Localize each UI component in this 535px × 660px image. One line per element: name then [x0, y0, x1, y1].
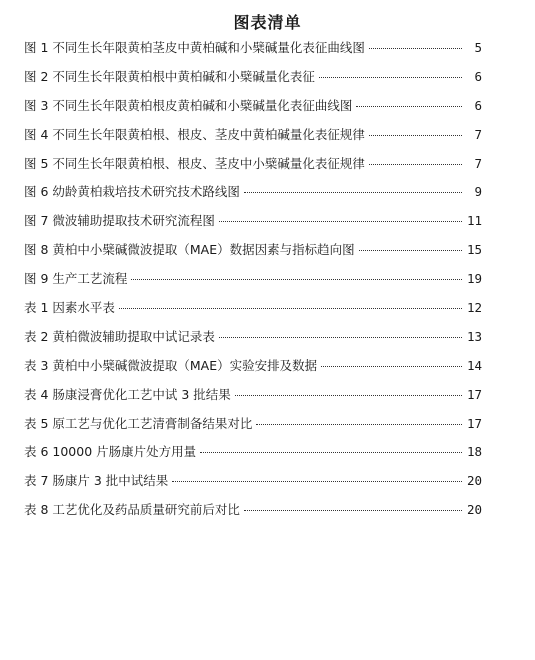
dot-leader — [369, 164, 462, 165]
toc-entry[interactable] — [24, 385, 482, 414]
dot-leader — [244, 192, 462, 193]
toc-entry[interactable] — [24, 500, 482, 529]
dot-leader — [321, 366, 462, 367]
toc-entry[interactable] — [24, 240, 482, 269]
toc-entry-label: 表 8 工艺优化及药品质量研究前后对比 — [24, 502, 240, 518]
dot-leader — [131, 279, 462, 280]
toc-entry-label: 图 5 不同生长年限黄柏根、根皮、茎皮中小檗碱量化表征规律 — [24, 155, 365, 171]
toc-entry-label: 图 8 黄柏中小檗碱微波提取（MAE）数据因素与指标趋向图 — [24, 242, 355, 258]
toc-entry-page-number: 6 — [474, 68, 482, 84]
toc-entry[interactable] — [24, 38, 482, 67]
dot-leader — [359, 250, 462, 251]
figure-table-list — [24, 38, 482, 529]
toc-entry[interactable] — [24, 414, 482, 443]
toc-entry-page-number: 11 — [466, 213, 482, 229]
page-title: 图表清单 — [233, 13, 302, 32]
toc-entry-page-number: 17 — [466, 415, 482, 431]
toc-entry[interactable] — [24, 96, 482, 125]
toc-entry-label: 表 1 因素水平表 — [24, 300, 115, 316]
toc-entry-page-number: 12 — [466, 300, 482, 316]
toc-entry-page-number: 20 — [466, 502, 482, 518]
dot-leader — [172, 481, 462, 482]
toc-entry-page-number: 6 — [474, 97, 482, 113]
dot-leader — [369, 48, 462, 49]
toc-entry-label: 图 3 不同生长年限黄柏根皮黄柏碱和小檗碱量化表征曲线图 — [24, 97, 353, 113]
toc-entry[interactable] — [24, 442, 482, 471]
toc-entry-page-number: 13 — [466, 328, 482, 344]
toc-entry-label: 图 2 不同生长年限黄柏根中黄柏碱和小檗碱量化表征 — [24, 68, 315, 84]
toc-entry[interactable] — [24, 125, 482, 154]
toc-entry-page-number: 18 — [466, 444, 482, 460]
dot-leader — [200, 452, 462, 453]
dot-leader — [119, 308, 462, 309]
toc-entry-page-number: 19 — [466, 271, 482, 287]
dot-leader — [369, 135, 462, 136]
dot-leader — [319, 77, 462, 78]
toc-entry[interactable] — [24, 327, 482, 356]
toc-entry[interactable] — [24, 67, 482, 96]
toc-entry-label: 图 4 不同生长年限黄柏根、根皮、茎皮中黄柏碱量化表征规律 — [24, 126, 365, 142]
toc-entry-label: 表 3 黄柏中小檗碱微波提取（MAE）实验安排及数据 — [24, 357, 318, 373]
toc-entry-page-number: 15 — [466, 242, 482, 258]
toc-entry[interactable] — [24, 471, 482, 500]
toc-entry[interactable] — [24, 269, 482, 298]
dot-leader — [244, 510, 462, 511]
toc-entry[interactable] — [24, 211, 482, 240]
dot-leader — [219, 337, 462, 338]
toc-entry-page-number: 17 — [466, 386, 482, 402]
toc-entry-page-number: 7 — [474, 155, 482, 171]
toc-entry-label: 表 2 黄柏微波辅助提取中试记录表 — [24, 328, 215, 344]
toc-entry-label: 图 7 微波辅助提取技术研究流程图 — [24, 213, 215, 229]
toc-entry-label: 图 1 不同生长年限黄柏茎皮中黄柏碱和小檗碱量化表征曲线图 — [24, 40, 365, 55]
toc-entry[interactable] — [24, 356, 482, 385]
dot-leader — [356, 106, 462, 107]
toc-entry-page-number: 14 — [466, 357, 482, 373]
dot-leader — [235, 395, 462, 396]
dot-leader — [256, 424, 462, 425]
toc-entry-page-number: 7 — [474, 126, 482, 142]
toc-entry[interactable] — [24, 154, 482, 183]
toc-entry-page-number: 5 — [474, 40, 482, 55]
toc-entry-label: 表 6 10000 片肠康片处方用量 — [24, 444, 197, 460]
toc-entry-label: 图 6 幼龄黄柏栽培技术研究技术路线图 — [24, 184, 240, 200]
toc-entry-page-number: 9 — [474, 184, 482, 200]
toc-entry-label: 图 9 生产工艺流程 — [24, 271, 128, 287]
dot-leader — [219, 221, 462, 222]
toc-entry[interactable] — [24, 182, 482, 211]
toc-entry-page-number: 20 — [466, 473, 482, 489]
toc-entry-label: 表 5 原工艺与优化工艺清膏制备结果对比 — [24, 415, 253, 431]
toc-entry-label: 表 4 肠康浸膏优化工艺中试 3 批结果 — [24, 386, 231, 402]
toc-entry[interactable] — [24, 298, 482, 327]
toc-entry-label: 表 7 肠康片 3 批中试结果 — [24, 473, 169, 489]
